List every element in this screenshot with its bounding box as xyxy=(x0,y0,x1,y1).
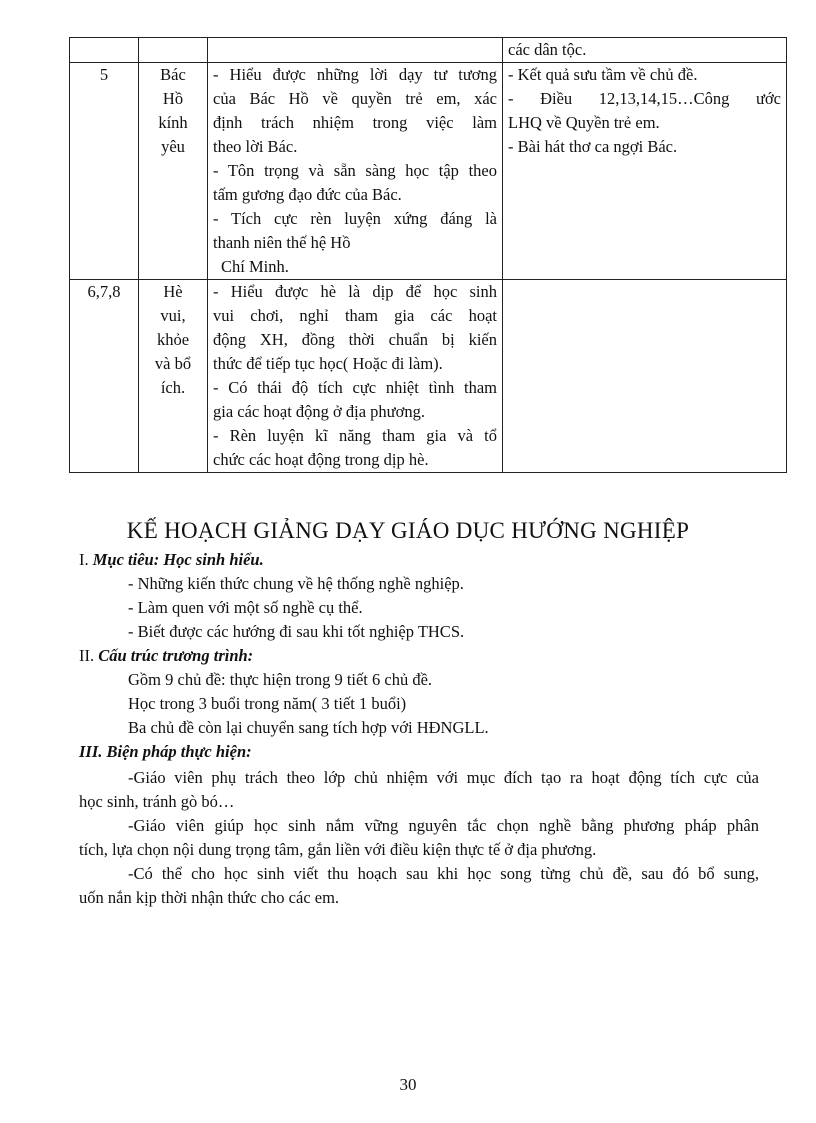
resource-line: LHQ về Quyền trẻ em. xyxy=(508,113,660,132)
goal-line: theo lời Bác. xyxy=(213,137,298,156)
list-item: - Làm quen với một số nghề cụ thể. xyxy=(128,598,363,617)
paragraph xyxy=(79,814,759,862)
paragraph-line: -Có thể cho học sinh viết thu hoạch sau khi học song từng chủ đề, sau đó bổ sung, xyxy=(128,864,759,883)
goal-line: của Bác Hồ về quyền trẻ em, xác xyxy=(213,89,497,108)
table-cell xyxy=(70,38,139,63)
list-item: - Những kiến thức chung về hệ thống nghề nghiệp. xyxy=(128,574,464,593)
topic-line: Hồ xyxy=(162,89,184,108)
paragraph xyxy=(79,766,759,814)
topic-number: 5 xyxy=(70,63,139,280)
section-2-title: Cấu trúc trương trình: xyxy=(98,646,254,665)
goal-line: động XH, đồng thời chuẩn bị kiến xyxy=(213,330,497,349)
list-item: Học trong 3 buổi trong năm( 3 tiết 1 buổi) xyxy=(128,694,407,713)
topic-line: Bác xyxy=(160,65,186,84)
goal-line: vui chơi, nghỉ tham gia các hoạt xyxy=(213,306,497,325)
topic-line: khỏe xyxy=(156,330,190,349)
resources-cell xyxy=(503,63,787,280)
goal-line: - Hiểu được hè là dịp để học sinh xyxy=(213,282,497,301)
topic-line: Hè xyxy=(163,282,183,301)
section-2-number: II. xyxy=(79,646,99,665)
table-cell xyxy=(503,38,787,63)
resource-line: - Bài hát thơ ca ngợi Bác. xyxy=(508,137,678,156)
topic-number: 6,7,8 xyxy=(70,280,139,473)
goal-line: gia các hoạt động ở địa phương. xyxy=(213,402,425,421)
section-1-number: I. xyxy=(79,550,93,569)
plan-table xyxy=(69,37,787,473)
goal-line: - Tích cực rèn luyện xứng đáng là xyxy=(213,209,497,228)
topic-line: vui, xyxy=(160,306,186,325)
goal-line: thanh niên thế hệ Hồ xyxy=(213,233,351,252)
topic-line: yêu xyxy=(161,137,185,156)
table-row xyxy=(70,38,787,63)
goal-line: tấm gương đạo đức của Bác. xyxy=(213,185,402,204)
page-number: 30 xyxy=(399,1075,417,1094)
goal-line: Chí Minh. xyxy=(221,257,289,276)
paragraph-line: -Giáo viên giúp học sinh nắm vững nguyên tắc chọn nghề bằng phương pháp phân xyxy=(128,816,759,835)
section-2-heading xyxy=(79,646,253,666)
list-item: - Biết được các hướng đi sau khi tốt nghiệp THCS. xyxy=(128,622,465,641)
resource-line: - Kết quả sưu tầm về chủ đề. xyxy=(508,65,698,84)
table-row xyxy=(70,280,787,473)
topic-line: và bổ xyxy=(154,354,192,373)
goal-line: chức các hoạt động trong dịp hè. xyxy=(213,450,429,469)
topic-name xyxy=(139,280,208,473)
goal-line: định trách nhiệm trong việc làm xyxy=(213,113,497,132)
goal-line: - Có thái độ tích cực nhiệt tình tham xyxy=(213,378,497,397)
goal-line: - Tôn trọng và sẵn sàng học tập theo xyxy=(213,161,497,180)
table-cell xyxy=(208,38,503,63)
goal-line: - Hiểu được những lời dạy tư tương xyxy=(213,65,497,84)
paragraph-line: -Giáo viên phụ trách theo lớp chủ nhiệm với mục đích tạo ra hoạt động tích cực của xyxy=(128,768,759,787)
table-row xyxy=(70,63,787,280)
resource-line: - Điều 12,13,14,15…Công ước xyxy=(508,89,781,108)
goals-cell xyxy=(208,280,503,473)
paragraph-line: học sinh, tránh gò bó… xyxy=(79,792,235,811)
resources-cell xyxy=(503,280,787,473)
goals-cell xyxy=(208,63,503,280)
table-cell xyxy=(139,38,208,63)
list-item: Gồm 9 chủ đề: thực hiện trong 9 tiết 6 chủ đề. xyxy=(128,670,433,689)
topic-line: kính xyxy=(158,113,188,132)
paragraph-line: tích, lựa chọn nội dung trọng tâm, gắn liền với điều kiện thực tế ở địa phương. xyxy=(79,840,597,859)
list-item: Ba chủ đề còn lại chuyển sang tích hợp với HĐNGLL. xyxy=(128,718,489,737)
section-1-title: Mục tiêu: Học sinh hiểu. xyxy=(92,550,264,569)
section-3-heading xyxy=(79,742,252,762)
section-3-title: III. Biện pháp thực hiện: xyxy=(79,742,252,761)
goal-line: thức để tiếp tục học( Hoặc đi làm). xyxy=(213,354,443,373)
resource-line: các dân tộc. xyxy=(508,40,587,59)
topic-line: ích. xyxy=(160,378,186,397)
paragraph xyxy=(79,862,759,910)
section-1-heading xyxy=(79,550,264,570)
paragraph-line: uốn nắn kịp thời nhận thức cho các em. xyxy=(79,888,340,907)
topic-name xyxy=(139,63,208,280)
goal-line: - Rèn luyện kĩ năng tham gia và tổ xyxy=(213,426,497,445)
section-title: KẾ HOẠCH GIẢNG DẠY GIÁO DỤC HƯỚNG NGHIỆP xyxy=(126,518,690,543)
